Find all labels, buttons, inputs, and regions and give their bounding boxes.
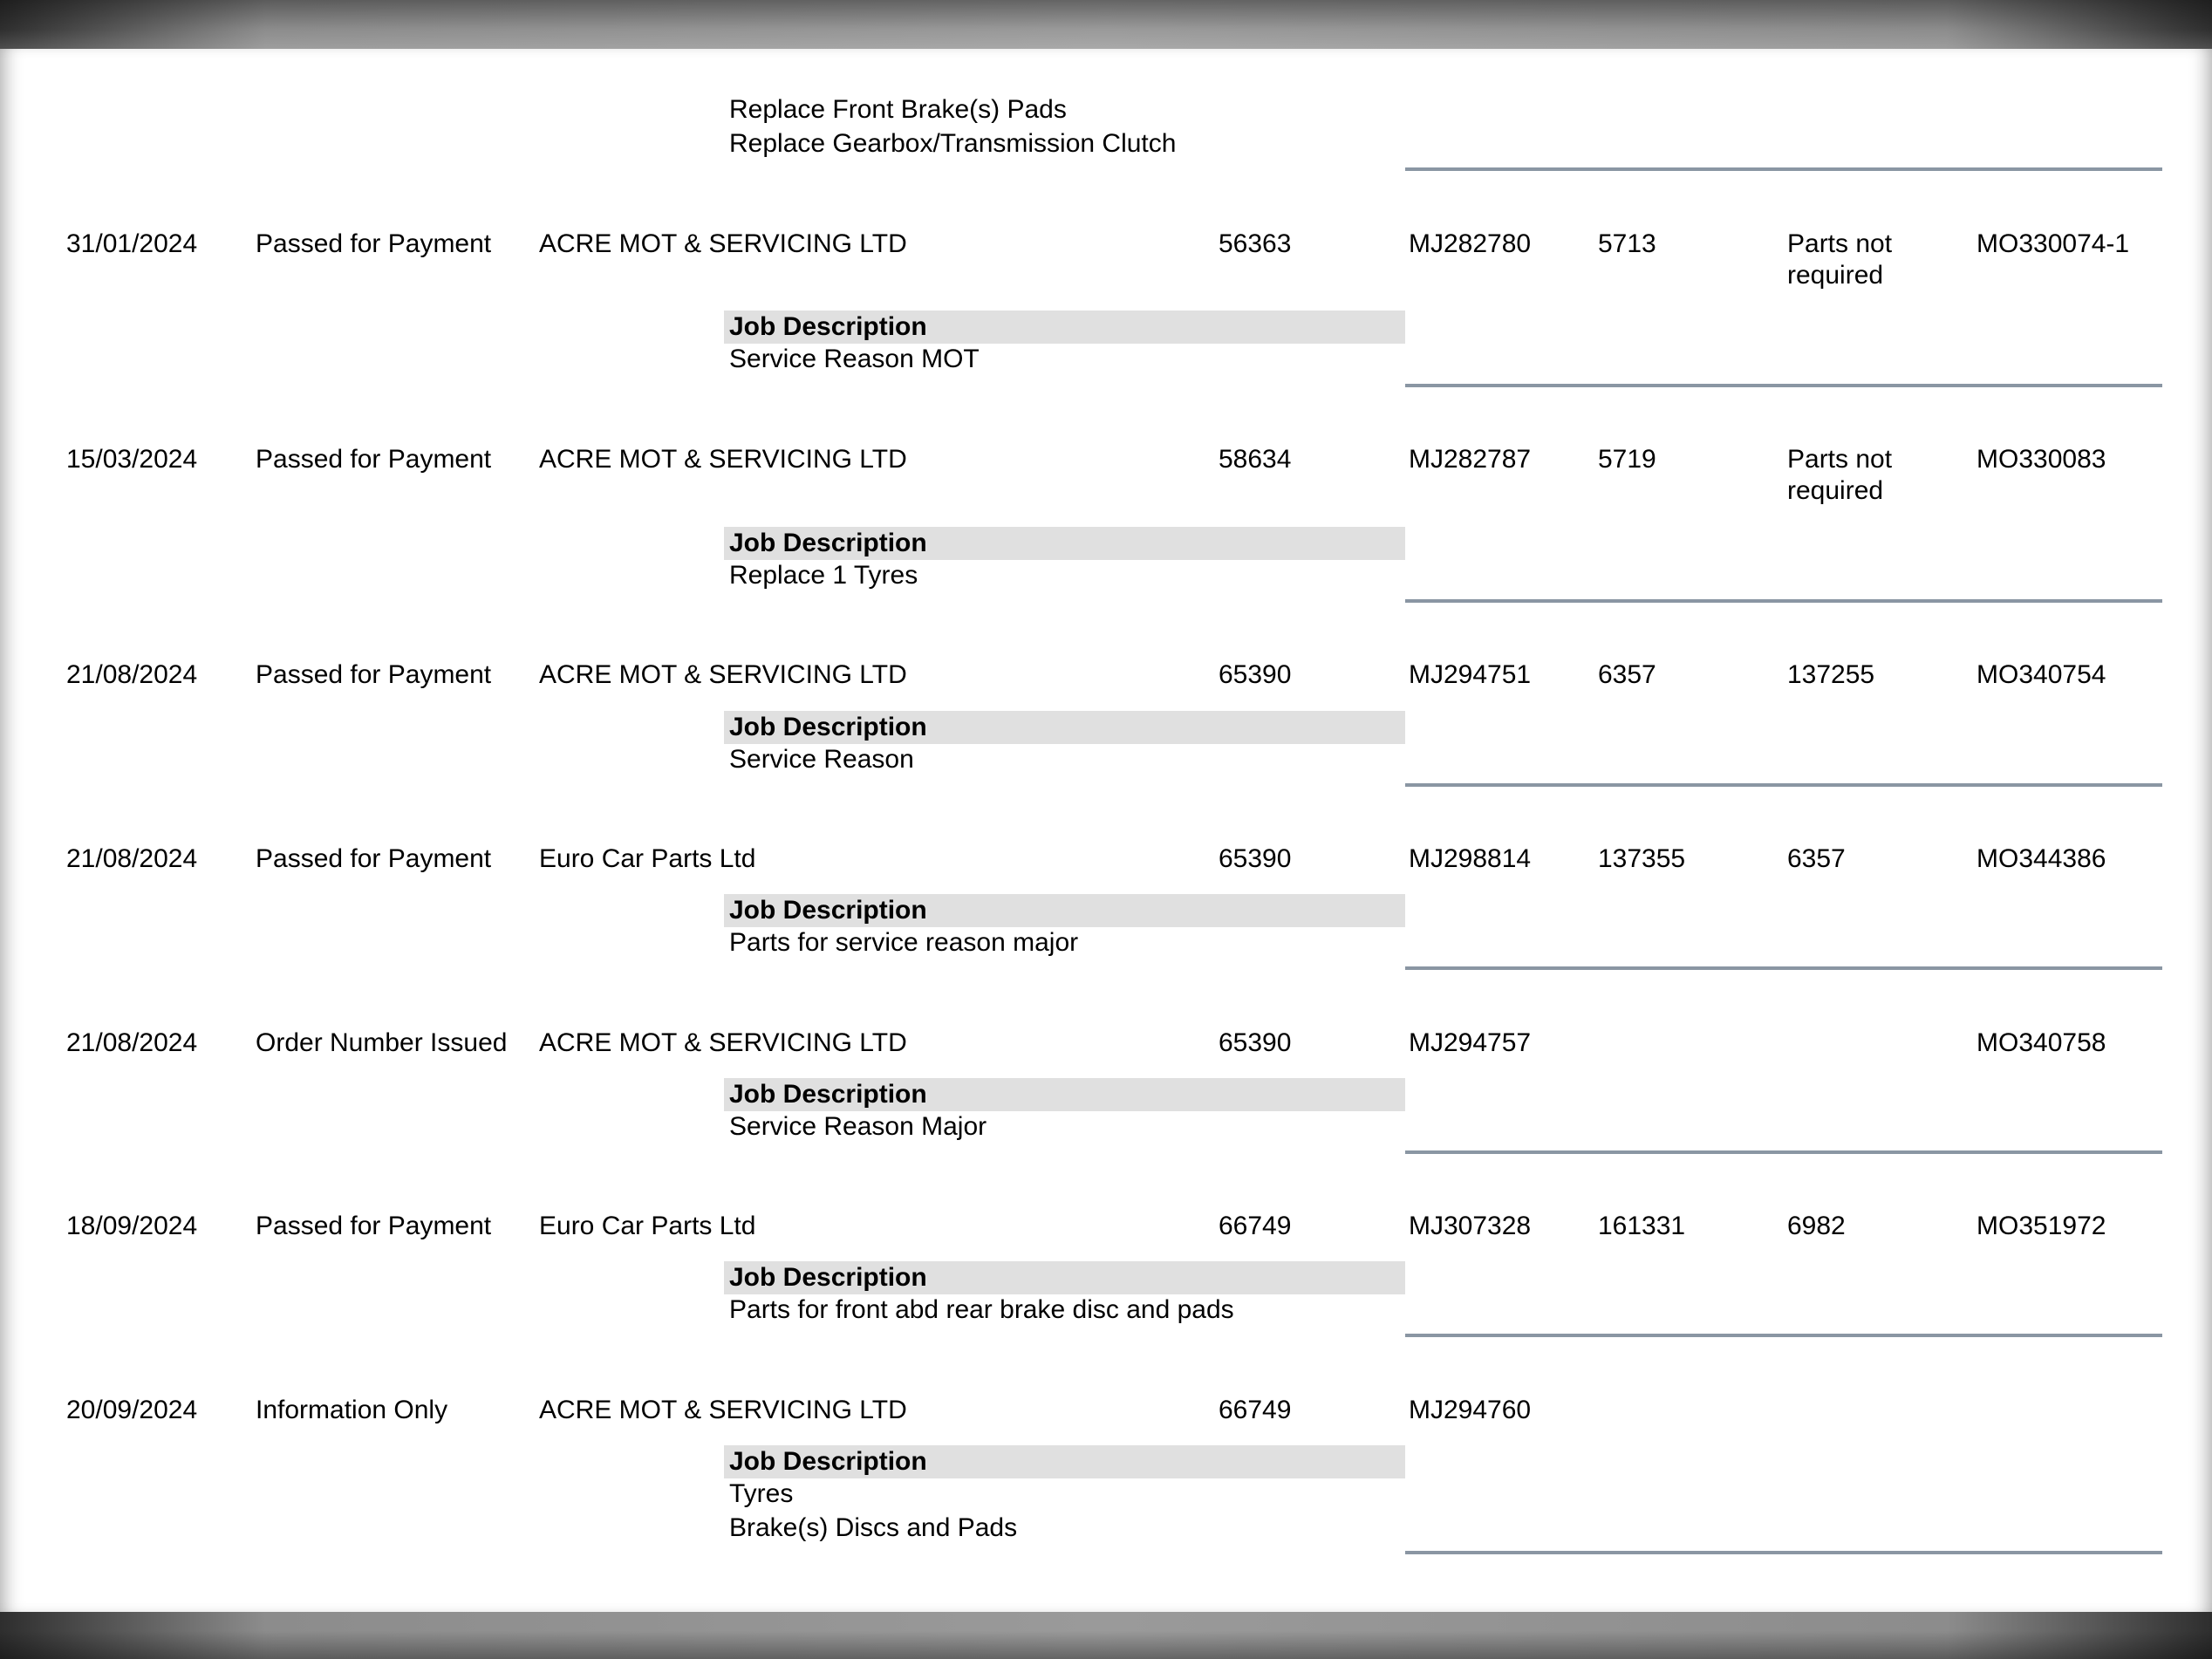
record-col-b: 137255: [1787, 660, 1875, 689]
record-col-a: 161331: [1598, 1212, 1686, 1240]
record-supplier: ACRE MOT & SERVICING LTD: [539, 445, 907, 474]
record-order-ref: MO340758: [1976, 1028, 2106, 1057]
record-col-b: 6357: [1787, 844, 1846, 873]
record-col-a: 5713: [1598, 229, 1656, 258]
job-description-label: Job Description: [729, 896, 927, 925]
record-number: 66749: [1219, 1212, 1292, 1240]
job-description-text: Tyres: [729, 1479, 794, 1508]
record-status: Order Number Issued: [256, 1028, 508, 1057]
record-supplier: ACRE MOT & SERVICING LTD: [539, 229, 907, 258]
job-description-text: Service Reason MOT: [729, 345, 980, 373]
record-date: 15/03/2024: [66, 445, 198, 474]
job-description-text: Parts for front abd rear brake disc and pads: [729, 1295, 1234, 1324]
job-description-label: Job Description: [729, 1447, 927, 1476]
record-number: 58634: [1219, 445, 1292, 474]
row-separator: [1405, 599, 2162, 603]
record-job-ref: MJ282780: [1409, 229, 1532, 258]
row-separator: [1405, 167, 2162, 171]
row-separator: [1405, 783, 2162, 787]
job-description-text: Parts for service reason major: [729, 928, 1079, 957]
record-supplier: Euro Car Parts Ltd: [539, 844, 756, 873]
record-job-ref: MJ298814: [1409, 844, 1532, 873]
record-date: 20/09/2024: [66, 1396, 198, 1424]
record-order-ref: MO351972: [1976, 1212, 2106, 1240]
record-status: Passed for Payment: [256, 229, 492, 258]
job-description-text: Brake(s) Discs and Pads: [729, 1513, 1018, 1542]
record-col-a: 137355: [1598, 844, 1686, 873]
record-date: 21/08/2024: [66, 844, 198, 873]
viewer-bottom-edge: [0, 1612, 2212, 1659]
job-description-label: Job Description: [729, 1080, 927, 1109]
record-status: Passed for Payment: [256, 844, 492, 873]
record-col-b: Parts not required: [1787, 229, 1893, 290]
row-separator: [1405, 1150, 2162, 1154]
job-description-text: Replace 1 Tyres: [729, 561, 918, 590]
job-description-label: Job Description: [729, 1263, 927, 1292]
record-date: 21/08/2024: [66, 660, 198, 689]
record-order-ref: MO330074-1: [1976, 229, 2130, 258]
record-status: Passed for Payment: [256, 660, 492, 689]
viewer-top-edge: [0, 0, 2212, 49]
record-job-ref: MJ307328: [1409, 1212, 1532, 1240]
record-supplier: ACRE MOT & SERVICING LTD: [539, 660, 907, 689]
job-description-text: Service Reason: [729, 745, 914, 774]
record-order-ref: MO340754: [1976, 660, 2106, 689]
record-status: Passed for Payment: [256, 445, 492, 474]
record-job-ref: MJ294757: [1409, 1028, 1532, 1057]
job-description-label: Job Description: [729, 713, 927, 741]
row-separator: [1405, 384, 2162, 387]
record-date: 21/08/2024: [66, 1028, 198, 1057]
record-number: 56363: [1219, 229, 1292, 258]
record-col-a: 5719: [1598, 445, 1656, 474]
record-number: 66749: [1219, 1396, 1292, 1424]
record-supplier: ACRE MOT & SERVICING LTD: [539, 1396, 907, 1424]
record-date: 31/01/2024: [66, 229, 198, 258]
record-job-ref: MJ294751: [1409, 660, 1532, 689]
record-job-ref: MJ294760: [1409, 1396, 1532, 1424]
job-description-label: Job Description: [729, 312, 927, 341]
row-separator: [1405, 1334, 2162, 1337]
record-status: Information Only: [256, 1396, 448, 1424]
row-separator: [1405, 966, 2162, 970]
record-date: 18/09/2024: [66, 1212, 198, 1240]
record-order-ref: MO330083: [1976, 445, 2106, 474]
continued-description-line: Replace Gearbox/Transmission Clutch: [729, 129, 1177, 158]
job-description-label: Job Description: [729, 529, 927, 557]
record-supplier: ACRE MOT & SERVICING LTD: [539, 1028, 907, 1057]
continued-description-line: Replace Front Brake(s) Pads: [729, 95, 1067, 124]
record-number: 65390: [1219, 660, 1292, 689]
record-col-b: 6982: [1787, 1212, 1846, 1240]
job-description-text: Service Reason Major: [729, 1112, 987, 1141]
record-supplier: Euro Car Parts Ltd: [539, 1212, 756, 1240]
record-col-b: Parts not required: [1787, 445, 1893, 505]
record-number: 65390: [1219, 1028, 1292, 1057]
record-order-ref: MO344386: [1976, 844, 2106, 873]
document-page: [0, 49, 2212, 1612]
record-status: Passed for Payment: [256, 1212, 492, 1240]
record-col-a: 6357: [1598, 660, 1656, 689]
record-number: 65390: [1219, 844, 1292, 873]
row-separator: [1405, 1551, 2162, 1554]
record-job-ref: MJ282787: [1409, 445, 1532, 474]
